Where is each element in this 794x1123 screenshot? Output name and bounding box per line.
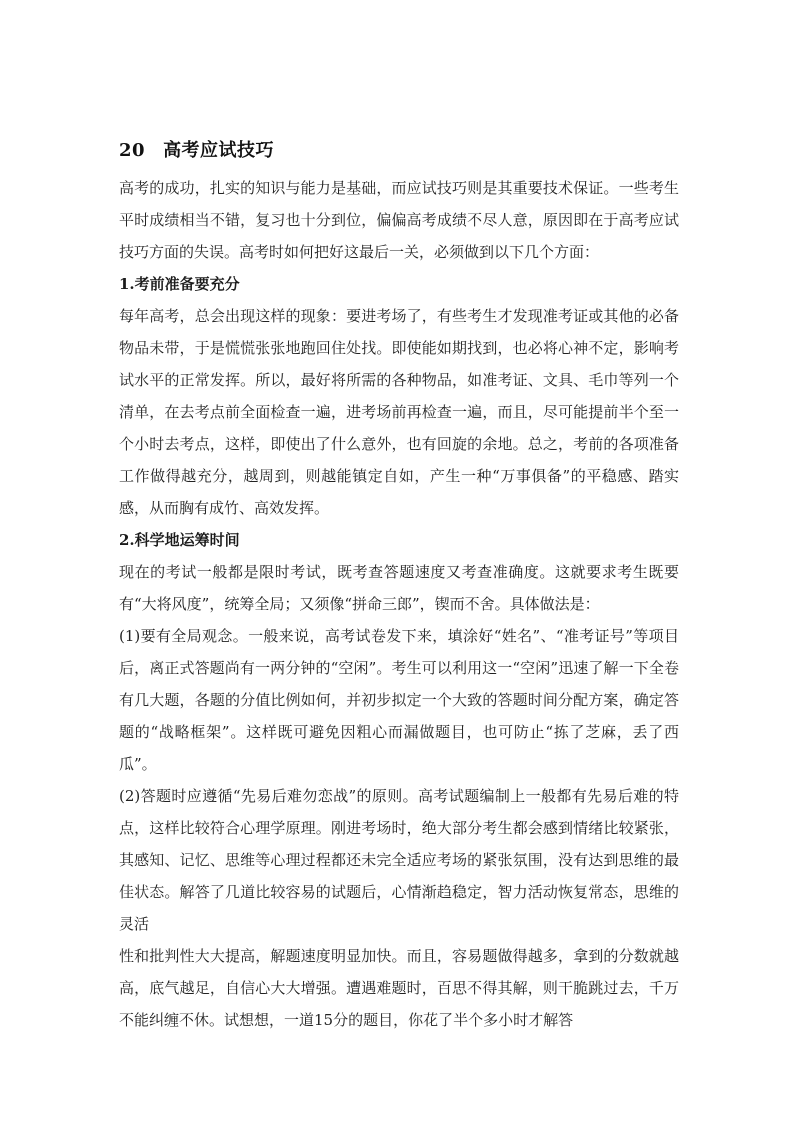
section-paragraph: (2)答题时应遵循“先易后难勿恋战”的原则。高考试题编制上一般都有先易后难的特点，这样比较符合心理学原理。刚进考场时，绝大部分考生都会感到情绪比较紧张，其感知、记忆、思维等心理过程都还未完全适应考场的紧张氛围，没有达到思维的最佳状态。解答了几道比较容易的试题后，心情渐趋稳定，智力活动恢复常态，思维的灵活 [119,787,679,933]
section-paragraph: 每年高考，总会出现这样的现象：要进考场了，有些考生才发现准考证或其他的必备物品未带，于是慌慌张张地跑回住处找。即使能如期找到，也必将心神不定，影响考试水平的正常发挥。所以，最好将所需的各种物品，如准考证、文具、毛巾等列一个清单，在去考点前全面检查一遍，进考场前再检查一遍，而且，尽可能提前半个至一个小时去考点，这样，即使出了什么意外，也有回旋的余地。总之，考前的各项准备工作做得越充分，越周到，则越能镇定自如，产生一种“万事俱备”的平稳感、踏实感，从而胸有成竹、高效发挥。 [119,307,679,517]
document-title [119,138,679,164]
section-1 [119,268,679,524]
title-text: 高考应试技巧 [163,140,275,161]
section-2 [119,524,679,1036]
title-number: 20 [119,140,146,161]
intro-paragraph: 高考的成功，扎实的知识与能力是基础，而应试技巧则是其重要技术保证。一些考生平时成绩相当不错，复习也十分到位，偏偏高考成绩不尽人意，原因即在于高考应试技巧方面的失误。高考时如何把好这最后一关，必须做到以下几个方面： [119,179,679,261]
section-heading: 1.考前准备要充分 [119,275,240,293]
section-paragraph: 性和批判性大大提高，解题速度明显加快。而且，容易题做得越多，拿到的分数就越高，底气越足，自信心大大增强。遭遇难题时，百思不得其解，则干脆跳过去，千万不能纠缠不休。试想想，一道15分的题目，你花了半个多小时才解答 [119,947,679,1029]
section-paragraph: (1)要有全局观念。一般来说，高考试卷发下来，填涂好“姓名”、“准考证号”等项目后，离正式答题尚有一两分钟的“空闲”。考生可以利用这一“空闲”迅速了解一下全卷有几大题，各题的分值比例如何，并初步拟定一个大致的答题时间分配方案，确定答题的“战略框架”。这样既可避免因粗心而漏做题目，也可防止“拣了芝麻，丢了西瓜”。 [119,627,679,773]
section-paragraph: 现在的考试一般都是限时考试，既考查答题速度又考查准确度。这就要求考生既要有“大将风度”，统筹全局；又须像“拼命三郎”，锲而不舍。具体做法是： [119,563,679,613]
section-heading: 2.科学地运筹时间 [119,531,240,549]
document-page [119,138,679,1036]
